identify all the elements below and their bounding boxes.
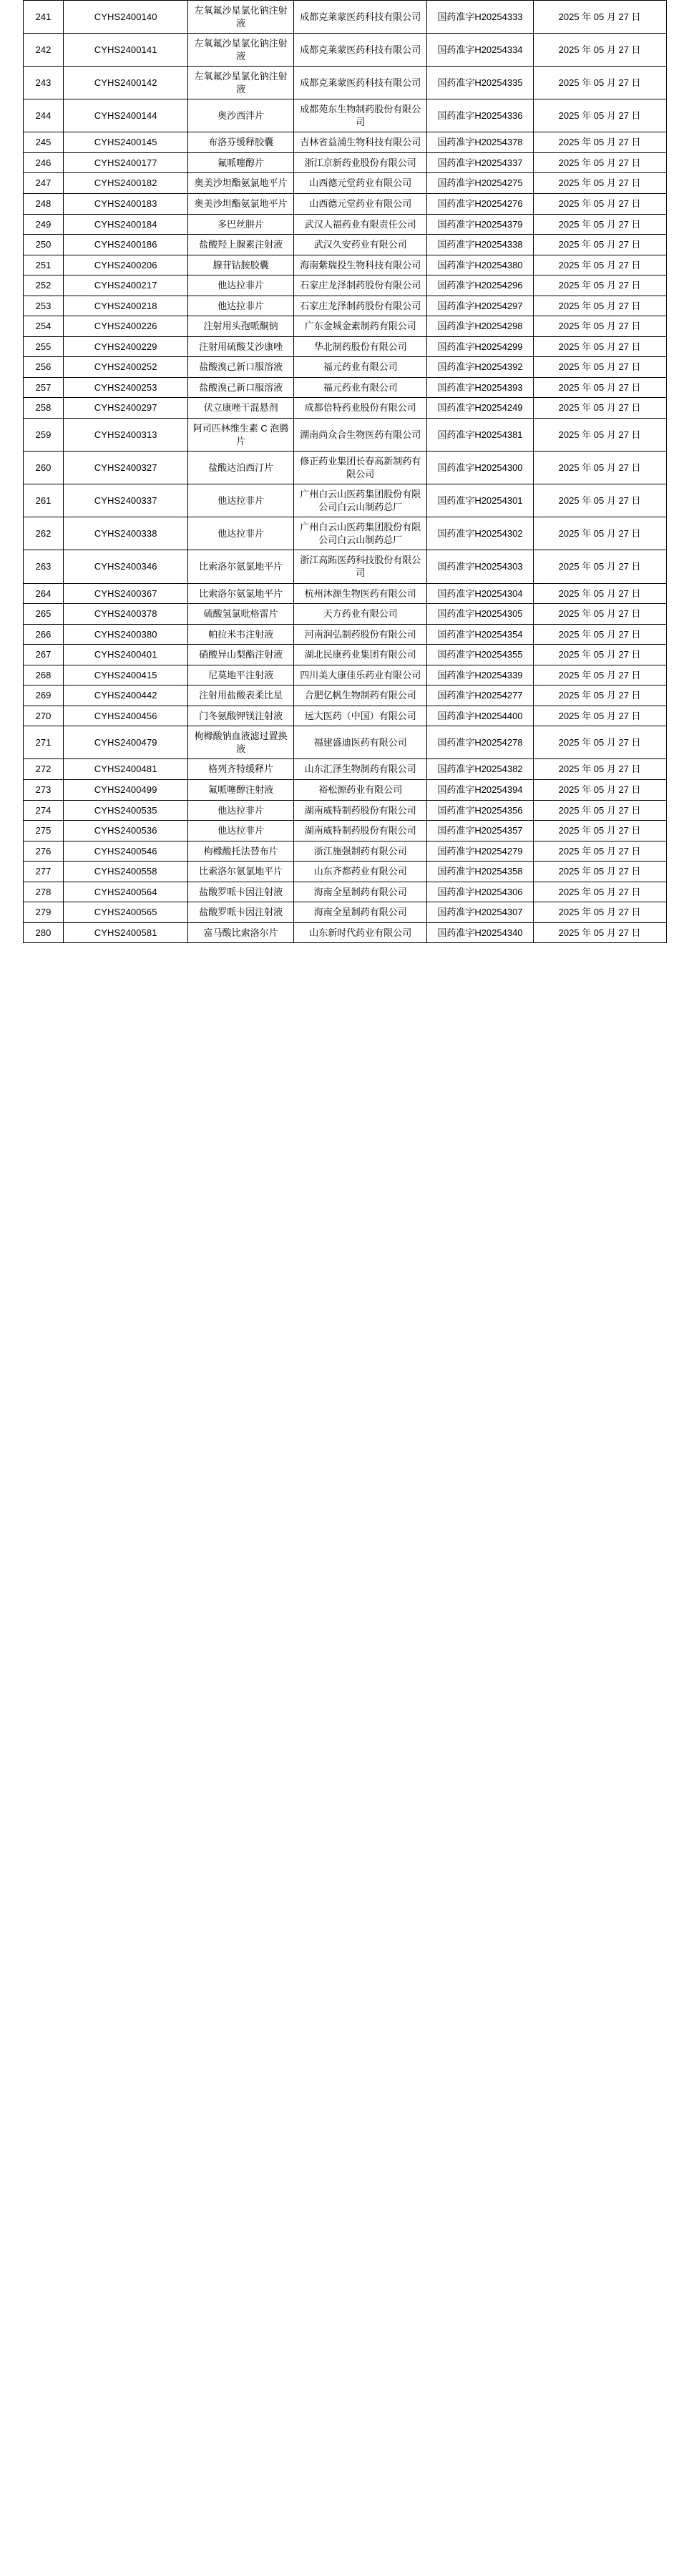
approval-number: 国药准字H20254354 [427,624,534,645]
drug-name: 硝酸异山梨酯注射液 [187,645,294,665]
approval-number: 国药准字H20254382 [427,759,534,780]
approval-number: 国药准字H20254357 [427,821,534,841]
acceptance-number: CYHS2400338 [64,517,187,550]
approval-date: 2025 年 05 月 27 日 [533,235,666,255]
acceptance-number: CYHS2400442 [64,686,187,706]
drug-name: 格列齐特缓释片 [187,759,294,780]
applicant-company: 湖南尚众合生物医药有限公司 [294,419,427,452]
approval-date: 2025 年 05 月 27 日 [533,902,666,923]
row-index: 264 [23,583,64,604]
table-row [23,922,666,943]
approval-number: 国药准字H20254249 [427,398,534,419]
applicant-company: 湖南威特制药股份有限公司 [294,821,427,841]
approval-number: 国药准字H20254300 [427,452,534,484]
acceptance-number: CYHS2400182 [64,173,187,194]
table-row [23,604,666,625]
table-row [23,452,666,484]
approval-number: 国药准字H20254335 [427,67,534,99]
applicant-company: 河南润弘制药股份有限公司 [294,624,427,645]
applicant-company: 海南全星制药有限公司 [294,902,427,923]
row-index: 244 [23,99,64,132]
table-row [23,357,666,378]
acceptance-number: CYHS2400218 [64,296,187,316]
acceptance-number: CYHS2400217 [64,275,187,296]
table-row [23,132,666,153]
drug-name: 比索洛尔氨氯地平片 [187,583,294,604]
table-row [23,686,666,706]
acceptance-number: CYHS2400565 [64,902,187,923]
approval-number: 国药准字H20254333 [427,1,534,34]
row-index: 280 [23,922,64,943]
drug-name: 富马酸比索洛尔片 [187,922,294,943]
drug-name: 他达拉非片 [187,800,294,821]
applicant-company: 广州白云山医药集团股份有限公司白云山制药总厂 [294,484,427,517]
approval-date: 2025 年 05 月 27 日 [533,214,666,235]
row-index: 277 [23,862,64,882]
applicant-company: 山东齐都药业有限公司 [294,862,427,882]
row-index: 261 [23,484,64,517]
acceptance-number: CYHS2400479 [64,726,187,759]
table-row [23,706,666,726]
row-index: 269 [23,686,64,706]
acceptance-number: CYHS2400144 [64,99,187,132]
acceptance-number: CYHS2400253 [64,377,187,398]
drug-name: 阿司匹林维生素 C 泡腾片 [187,419,294,452]
approval-date: 2025 年 05 月 27 日 [533,800,666,821]
drug-name: 注射用硫酸艾沙康唑 [187,336,294,357]
drug-name: 氟哌噻醇注射液 [187,779,294,800]
row-index: 246 [23,152,64,173]
approval-number: 国药准字H20254305 [427,604,534,625]
drug-name: 腺苷钴胺胶囊 [187,255,294,275]
applicant-company: 浙江施强制药有限公司 [294,841,427,862]
applicant-company: 山西德元堂药业有限公司 [294,194,427,215]
acceptance-number: CYHS2400415 [64,665,187,686]
table-row [23,665,666,686]
row-index: 279 [23,902,64,923]
acceptance-number: CYHS2400313 [64,419,187,452]
applicant-company: 福建盛迪医药有限公司 [294,726,427,759]
approval-number: 国药准字H20254298 [427,316,534,337]
acceptance-number: CYHS2400183 [64,194,187,215]
table-row [23,173,666,194]
approval-number: 国药准字H20254358 [427,862,534,882]
approval-number: 国药准字H20254381 [427,419,534,452]
table-row [23,517,666,550]
applicant-company: 成都克莱蒙医药科技有限公司 [294,1,427,34]
acceptance-number: CYHS2400535 [64,800,187,821]
applicant-company: 华北制药股份有限公司 [294,336,427,357]
row-index: 272 [23,759,64,780]
drug-name: 他达拉非片 [187,517,294,550]
approval-date: 2025 年 05 月 27 日 [533,604,666,625]
drug-name: 他达拉非片 [187,484,294,517]
drug-name: 枸橼酸钠血液滤过置换液 [187,726,294,759]
row-index: 258 [23,398,64,419]
approval-date: 2025 年 05 月 27 日 [533,922,666,943]
approval-date: 2025 年 05 月 27 日 [533,759,666,780]
acceptance-number: CYHS2400145 [64,132,187,153]
table-row [23,34,666,67]
acceptance-number: CYHS2400558 [64,862,187,882]
applicant-company: 海南全星制药有限公司 [294,882,427,902]
table-row [23,902,666,923]
approval-number: 国药准字H20254297 [427,296,534,316]
approval-number: 国药准字H20254277 [427,686,534,706]
approval-date: 2025 年 05 月 27 日 [533,550,666,583]
applicant-company: 石家庄龙泽制药股份有限公司 [294,275,427,296]
table-row [23,255,666,275]
acceptance-number: CYHS2400367 [64,583,187,604]
approval-date: 2025 年 05 月 27 日 [533,1,666,34]
document-page [0,0,689,943]
table-row [23,821,666,841]
applicant-company: 成都苑东生物制药股份有限公司 [294,99,427,132]
table-row [23,235,666,255]
acceptance-number: CYHS2400456 [64,706,187,726]
applicant-company: 福元药业有限公司 [294,357,427,378]
approval-date: 2025 年 05 月 27 日 [533,419,666,452]
table-row [23,759,666,780]
applicant-company: 杭州沐源生物医药有限公司 [294,583,427,604]
drug-name: 帕拉米韦注射液 [187,624,294,645]
table-row [23,152,666,173]
approval-date: 2025 年 05 月 27 日 [533,821,666,841]
approval-date: 2025 年 05 月 27 日 [533,862,666,882]
table-row [23,624,666,645]
drug-name: 氟哌噻醇片 [187,152,294,173]
drug-name: 奥沙西泮片 [187,99,294,132]
table-row [23,99,666,132]
table-row [23,419,666,452]
approval-date: 2025 年 05 月 27 日 [533,152,666,173]
drug-name: 硫酸氢氯吡格雷片 [187,604,294,625]
row-index: 255 [23,336,64,357]
approval-number: 国药准字H20254339 [427,665,534,686]
acceptance-number: CYHS2400226 [64,316,187,337]
acceptance-number: CYHS2400337 [64,484,187,517]
acceptance-number: CYHS2400186 [64,235,187,255]
approval-number: 国药准字H20254380 [427,255,534,275]
drug-name: 盐酸溴己新口服溶液 [187,357,294,378]
acceptance-number: CYHS2400481 [64,759,187,780]
row-index: 266 [23,624,64,645]
approval-number: 国药准字H20254278 [427,726,534,759]
row-index: 263 [23,550,64,583]
applicant-company: 四川美大康佳乐药业有限公司 [294,665,427,686]
row-index: 275 [23,821,64,841]
acceptance-number: CYHS2400564 [64,882,187,902]
row-index: 259 [23,419,64,452]
drug-name: 左氧氟沙星氯化钠注射液 [187,1,294,34]
row-index: 249 [23,214,64,235]
approval-date: 2025 年 05 月 27 日 [533,583,666,604]
table-row [23,862,666,882]
table-row [23,67,666,99]
applicant-company: 湖南威特制药股份有限公司 [294,800,427,821]
approval-number: 国药准字H20254334 [427,34,534,67]
row-index: 270 [23,706,64,726]
row-index: 273 [23,779,64,800]
approval-number: 国药准字H20254276 [427,194,534,215]
table-row [23,583,666,604]
drug-name: 盐酸达泊西汀片 [187,452,294,484]
drug-name: 奥美沙坦酯氨氯地平片 [187,194,294,215]
row-index: 256 [23,357,64,378]
applicant-company: 广州白云山医药集团股份有限公司白云山制药总厂 [294,517,427,550]
row-index: 247 [23,173,64,194]
approval-number: 国药准字H20254355 [427,645,534,665]
row-index: 268 [23,665,64,686]
table-row [23,275,666,296]
drug-name: 比索洛尔氨氯地平片 [187,550,294,583]
drug-name: 左氧氟沙星氯化钠注射液 [187,34,294,67]
applicant-company: 成都克莱蒙医药科技有限公司 [294,34,427,67]
approval-date: 2025 年 05 月 27 日 [533,173,666,194]
applicant-company: 山东新时代药业有限公司 [294,922,427,943]
table-row [23,726,666,759]
drug-name: 他达拉非片 [187,821,294,841]
approval-number: 国药准字H20254337 [427,152,534,173]
approval-date: 2025 年 05 月 27 日 [533,316,666,337]
row-index: 262 [23,517,64,550]
acceptance-number: CYHS2400184 [64,214,187,235]
approval-date: 2025 年 05 月 27 日 [533,484,666,517]
acceptance-number: CYHS2400536 [64,821,187,841]
approval-number: 国药准字H20254356 [427,800,534,821]
acceptance-number: CYHS2400378 [64,604,187,625]
approval-number: 国药准字H20254394 [427,779,534,800]
approval-date: 2025 年 05 月 27 日 [533,665,666,686]
applicant-company: 浙江京新药业股份有限公司 [294,152,427,173]
acceptance-number: CYHS2400252 [64,357,187,378]
drug-name: 比索洛尔氨氯地平片 [187,862,294,882]
approval-date: 2025 年 05 月 27 日 [533,726,666,759]
applicant-company: 福元药业有限公司 [294,377,427,398]
approval-number: 国药准字H20254301 [427,484,534,517]
row-index: 245 [23,132,64,153]
approval-number: 国药准字H20254306 [427,882,534,902]
approval-date: 2025 年 05 月 27 日 [533,645,666,665]
row-index: 260 [23,452,64,484]
applicant-company: 修正药业集团长春高新制药有限公司 [294,452,427,484]
approval-date: 2025 年 05 月 27 日 [533,624,666,645]
acceptance-number: CYHS2400327 [64,452,187,484]
row-index: 252 [23,275,64,296]
applicant-company: 吉林省益浦生物科技有限公司 [294,132,427,153]
row-index: 251 [23,255,64,275]
approval-date: 2025 年 05 月 27 日 [533,132,666,153]
drug-name: 注射用头孢哌酮钠 [187,316,294,337]
approval-number: 国药准字H20254379 [427,214,534,235]
row-index: 243 [23,67,64,99]
approval-number: 国药准字H20254304 [427,583,534,604]
approval-number: 国药准字H20254299 [427,336,534,357]
approval-number: 国药准字H20254279 [427,841,534,862]
acceptance-number: CYHS2400297 [64,398,187,419]
approval-number: 国药准字H20254296 [427,275,534,296]
approval-number: 国药准字H20254392 [427,357,534,378]
applicant-company: 广东金城金素制药有限公司 [294,316,427,337]
acceptance-number: CYHS2400499 [64,779,187,800]
approval-date: 2025 年 05 月 27 日 [533,882,666,902]
acceptance-number: CYHS2400401 [64,645,187,665]
drug-name: 奥美沙坦酯氨氯地平片 [187,173,294,194]
table-row [23,377,666,398]
approval-date: 2025 年 05 月 27 日 [533,377,666,398]
applicant-company: 浙江高跖医药科技股份有限公司 [294,550,427,583]
applicant-company: 武汉人福药业有限责任公司 [294,214,427,235]
approval-date: 2025 年 05 月 27 日 [533,517,666,550]
approval-date: 2025 年 05 月 27 日 [533,706,666,726]
acceptance-number: CYHS2400206 [64,255,187,275]
applicant-company: 武汉久安药业有限公司 [294,235,427,255]
approval-date: 2025 年 05 月 27 日 [533,34,666,67]
acceptance-number: CYHS2400141 [64,34,187,67]
acceptance-number: CYHS2400546 [64,841,187,862]
approval-number: 国药准字H20254340 [427,922,534,943]
table-row [23,398,666,419]
drug-name: 注射用盐酸表柔比星 [187,686,294,706]
acceptance-number: CYHS2400140 [64,1,187,34]
acceptance-number: CYHS2400229 [64,336,187,357]
row-index: 254 [23,316,64,337]
table-row [23,214,666,235]
row-index: 265 [23,604,64,625]
table-row [23,882,666,902]
acceptance-number: CYHS2400380 [64,624,187,645]
table-body [23,1,666,943]
approval-date: 2025 年 05 月 27 日 [533,275,666,296]
drug-name: 布洛芬缓释胶囊 [187,132,294,153]
drug-name: 伏立康唑干混悬剂 [187,398,294,419]
table-row [23,484,666,517]
approval-number: 国药准字H20254338 [427,235,534,255]
acceptance-number: CYHS2400142 [64,67,187,99]
approval-date: 2025 年 05 月 27 日 [533,357,666,378]
applicant-company: 湖北民康药业集团有限公司 [294,645,427,665]
acceptance-number: CYHS2400346 [64,550,187,583]
drug-name: 枸橼酸托法替布片 [187,841,294,862]
approval-number: 国药准字H20254307 [427,902,534,923]
drug-name: 门冬氨酸钾镁注射液 [187,706,294,726]
approval-date: 2025 年 05 月 27 日 [533,255,666,275]
approval-date: 2025 年 05 月 27 日 [533,686,666,706]
approval-number: 国药准字H20254275 [427,173,534,194]
row-index: 274 [23,800,64,821]
table-row [23,316,666,337]
applicant-company: 成都克莱蒙医药科技有限公司 [294,67,427,99]
applicant-company: 成都倍特药业股份有限公司 [294,398,427,419]
approval-date: 2025 年 05 月 27 日 [533,841,666,862]
drug-name: 尼莫地平注射液 [187,665,294,686]
approval-date: 2025 年 05 月 27 日 [533,336,666,357]
approval-number: 国药准字H20254378 [427,132,534,153]
table-row [23,645,666,665]
row-index: 267 [23,645,64,665]
applicant-company: 天方药业有限公司 [294,604,427,625]
approval-number: 国药准字H20254400 [427,706,534,726]
table-row [23,194,666,215]
drug-name: 盐酸罗哌卡因注射液 [187,882,294,902]
approval-date: 2025 年 05 月 27 日 [533,99,666,132]
drug-name: 左氧氟沙星氯化钠注射液 [187,67,294,99]
row-index: 253 [23,296,64,316]
table-row [23,550,666,583]
approval-number: 国药准字H20254393 [427,377,534,398]
row-index: 248 [23,194,64,215]
table-row [23,800,666,821]
row-index: 241 [23,1,64,34]
acceptance-number: CYHS2400581 [64,922,187,943]
drug-name: 多巴丝肼片 [187,214,294,235]
table-row [23,296,666,316]
approval-number: 国药准字H20254303 [427,550,534,583]
approval-date: 2025 年 05 月 27 日 [533,452,666,484]
approval-number: 国药准字H20254336 [427,99,534,132]
acceptance-number: CYHS2400177 [64,152,187,173]
applicant-company: 海南紫瑞投生物科技有限公司 [294,255,427,275]
drug-name: 盐酸溴己新口服溶液 [187,377,294,398]
approval-number: 国药准字H20254302 [427,517,534,550]
drug-approval-table [23,0,667,943]
drug-name: 盐酸罗哌卡因注射液 [187,902,294,923]
applicant-company: 远大医药（中国）有限公司 [294,706,427,726]
row-index: 278 [23,882,64,902]
row-index: 250 [23,235,64,255]
table-row [23,336,666,357]
approval-date: 2025 年 05 月 27 日 [533,398,666,419]
table-row [23,841,666,862]
applicant-company: 山东汇泽生物制药有限公司 [294,759,427,780]
table-row [23,1,666,34]
row-index: 242 [23,34,64,67]
approval-date: 2025 年 05 月 27 日 [533,194,666,215]
applicant-company: 合肥亿帆生物制药有限公司 [294,686,427,706]
approval-date: 2025 年 05 月 27 日 [533,779,666,800]
approval-date: 2025 年 05 月 27 日 [533,296,666,316]
applicant-company: 石家庄龙泽制药股份有限公司 [294,296,427,316]
row-index: 276 [23,841,64,862]
row-index: 271 [23,726,64,759]
applicant-company: 裕松源药业有限公司 [294,779,427,800]
row-index: 257 [23,377,64,398]
applicant-company: 山西德元堂药业有限公司 [294,173,427,194]
drug-name: 他达拉非片 [187,275,294,296]
table-row [23,779,666,800]
drug-name: 他达拉非片 [187,296,294,316]
approval-date: 2025 年 05 月 27 日 [533,67,666,99]
drug-name: 盐酸羟上腺素注射液 [187,235,294,255]
